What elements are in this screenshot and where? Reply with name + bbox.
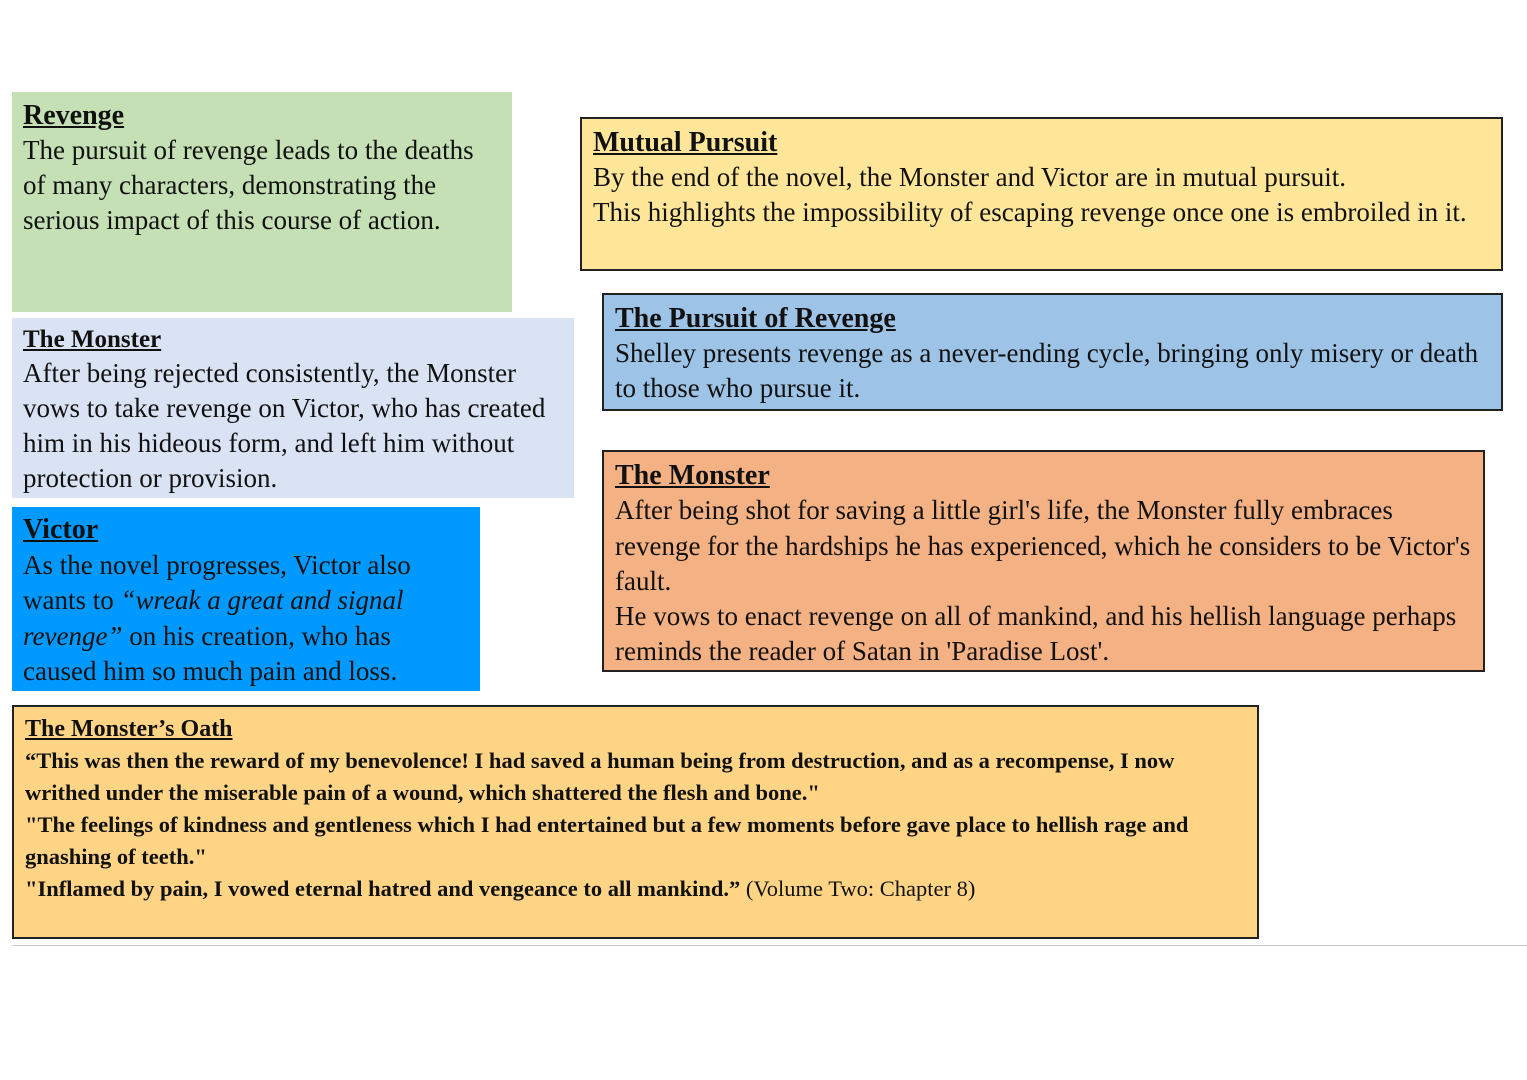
- revenge-heading: Revenge: [23, 100, 125, 131]
- monster-shot-card: [602, 450, 1485, 672]
- monster-oath-card: [12, 705, 1259, 939]
- monster-rejection-heading: The Monster: [23, 326, 162, 353]
- mutual-pursuit-heading: Mutual Pursuit: [593, 127, 778, 158]
- victor-text-before: As the novel progresses, Victor also wants to: [23, 549, 411, 615]
- page-divider: [12, 945, 1527, 946]
- monster-oath-quote-3-line: [25, 873, 1246, 905]
- mutual-pursuit-card: [580, 117, 1503, 271]
- mutual-pursuit-line-2: This highlights the impossibility of escaping revenge once one is embroiled in it.: [593, 197, 1467, 227]
- monster-oath-citation: (Volume Two: Chapter 8): [740, 876, 976, 901]
- revenge-card: [12, 92, 512, 312]
- victor-heading: Victor: [23, 514, 99, 545]
- monster-shot-para-1: After being shot for saving a little girl's life, the Monster fully embraces revenge for the hardships he has experienced, which he considers to be Victor's fault.: [615, 495, 1471, 596]
- monster-rejection-text: After being rejected consistently, the Monster vows to take revenge on Victor, who has created him in his hideous form, and left him without protection or provision.: [23, 358, 546, 493]
- victor-quote: “wreak a great and signal revenge”: [23, 585, 404, 651]
- monster-oath-heading: The Monster’s Oath: [25, 716, 233, 742]
- pursuit-of-revenge-card: [602, 293, 1503, 411]
- mutual-pursuit-line-1: By the end of the novel, the Monster and Victor are in mutual pursuit.: [593, 162, 1346, 192]
- monster-oath-quote-2: "The feelings of kindness and gentleness which I had entertained but a few moments before gave place to hellish rage and gnashing of teeth.": [25, 812, 1189, 869]
- monster-oath-quote-3: "Inflamed by pain, I vowed eternal hatred and vengeance to all mankind.”: [25, 876, 741, 901]
- monster-shot-para-2: He vows to enact revenge on all of mankind, and his hellish language perhaps reminds the reader of Satan in 'Paradise Lost'.: [615, 601, 1457, 667]
- victor-text: [23, 548, 469, 690]
- monster-oath-quote-1: “This was then the reward of my benevolence! I had saved a human being from destruction, and as a recompense, I now writhed under the miserable pain of a wound, which shattered the flesh and bone.": [25, 748, 1175, 805]
- monster-shot-heading: The Monster: [615, 460, 770, 491]
- monster-rejection-card: [12, 318, 574, 498]
- pursuit-of-revenge-heading: The Pursuit of Revenge: [615, 303, 896, 334]
- revenge-text: The pursuit of revenge leads to the deaths of many characters, demonstrating the serious impact of this course of action.: [23, 135, 474, 235]
- victor-text-after: on his creation, who has caused him so much pain and loss.: [23, 620, 398, 686]
- victor-card: [12, 507, 480, 691]
- pursuit-of-revenge-text: Shelley presents revenge as a never-ending cycle, bringing only misery or death to those who pursue it.: [615, 338, 1479, 403]
